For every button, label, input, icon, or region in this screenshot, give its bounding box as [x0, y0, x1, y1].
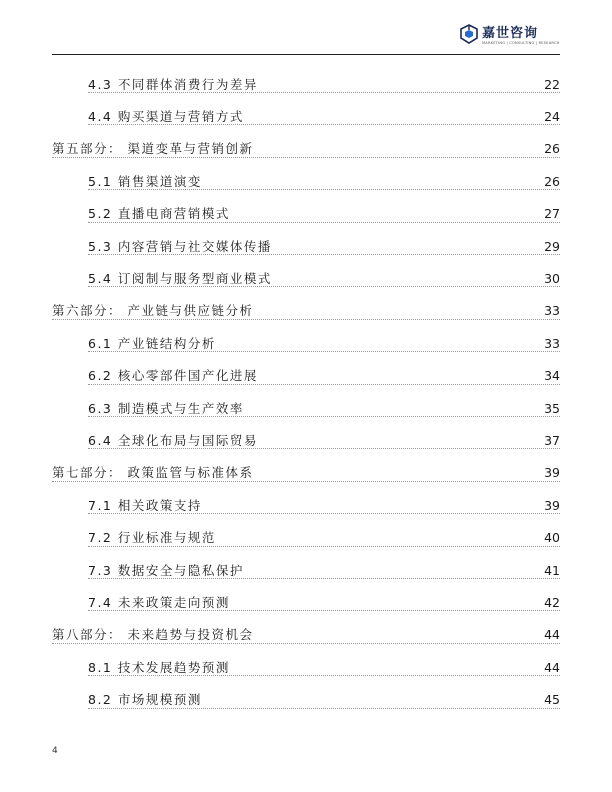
toc-entry-title: 6.1 产业链结构分析: [88, 335, 216, 351]
toc-entry-page: 44: [544, 627, 560, 643]
toc-entry-title: 6.4 全球化布局与国际贸易: [88, 432, 258, 448]
toc-entry[interactable]: [88, 72, 560, 93]
toc-entry-page: 34: [544, 368, 560, 384]
toc-entry-page: 44: [544, 659, 560, 675]
toc-entry-page: 27: [544, 206, 560, 222]
toc-entry[interactable]: [52, 137, 560, 158]
toc-entry-page: 40: [544, 530, 560, 546]
toc-entry[interactable]: [88, 331, 560, 352]
toc-entry-title: 第五部分： 渠道变革与营销创新: [52, 141, 254, 157]
toc-entry-page: 30: [544, 270, 560, 286]
toc-entry[interactable]: [88, 688, 560, 709]
toc-entry-title: 5.1 销售渠道演变: [88, 173, 202, 189]
toc-entry[interactable]: [88, 558, 560, 579]
toc-entry-page: 39: [544, 465, 560, 481]
toc-entry-title: 第六部分： 产业链与供应链分析: [52, 303, 254, 319]
toc-entry-title: 第七部分： 政策监管与标准体系: [52, 465, 254, 481]
toc-entry[interactable]: [88, 202, 560, 223]
toc-entry-page: 39: [544, 497, 560, 513]
toc-entry[interactable]: [88, 526, 560, 547]
toc-entry[interactable]: [88, 396, 560, 417]
toc-entry-page: 41: [544, 562, 560, 578]
toc-entry-title: 7.3 数据安全与隐私保护: [88, 562, 244, 578]
brand-tagline: MARKETING | CONSULTING | RESEARCH: [482, 41, 560, 45]
toc-entry[interactable]: [52, 623, 560, 644]
toc-entry-page: 29: [544, 238, 560, 254]
toc-entry[interactable]: [88, 266, 560, 287]
toc-entry[interactable]: [88, 655, 560, 676]
toc-entry-page: 26: [544, 173, 560, 189]
toc-entry-page: 33: [544, 303, 560, 319]
toc-entry-page: 26: [544, 141, 560, 157]
toc-entry-title: 6.3 制造模式与生产效率: [88, 400, 244, 416]
toc-entry-title: 7.2 行业标准与规范: [88, 530, 216, 546]
page-number: 4: [52, 746, 58, 756]
toc-entry-page: 35: [544, 400, 560, 416]
toc-entry-page: 45: [544, 692, 560, 708]
toc-entry-title: 5.4 订阅制与服务型商业模式: [88, 270, 272, 286]
toc-entry[interactable]: [88, 428, 560, 449]
toc-entry[interactable]: [88, 104, 560, 125]
brand-name: 嘉世咨询: [482, 26, 539, 41]
toc-entry-title: 8.2 市场规模预测: [88, 692, 202, 708]
toc-entry-title: 5.2 直播电商营销模式: [88, 206, 230, 222]
toc-entry-title: 8.1 技术发展趋势预测: [88, 659, 230, 675]
toc-entry[interactable]: [88, 169, 560, 190]
toc-entry-title: 第八部分： 未来趋势与投资机会: [52, 627, 254, 643]
toc-entry-title: 4.4 购买渠道与营销方式: [88, 108, 244, 124]
page-header: [52, 18, 560, 55]
toc-entry-title: 7.1 相关政策支持: [88, 497, 202, 513]
toc-entry[interactable]: [52, 461, 560, 482]
toc-entry[interactable]: [88, 234, 560, 255]
toc-entry[interactable]: [88, 493, 560, 514]
toc-entry-page: 37: [544, 432, 560, 448]
toc-entry-title: 7.4 未来政策走向预测: [88, 594, 230, 610]
cube-logo-icon: [460, 24, 478, 44]
toc-entry[interactable]: [88, 364, 560, 385]
toc-entry[interactable]: [52, 299, 560, 320]
brand-logo: [460, 22, 560, 50]
toc-entry-title: 6.2 核心零部件国产化进展: [88, 368, 258, 384]
toc-entry-page: 42: [544, 594, 560, 610]
toc-entry-page: 22: [544, 76, 560, 92]
toc-entry-page: 24: [544, 108, 560, 124]
toc-entry-title: 4.3 不同群体消费行为差异: [88, 76, 258, 92]
toc-entry-title: 5.3 内容营销与社交媒体传播: [88, 238, 272, 254]
toc-entry-page: 33: [544, 335, 560, 351]
toc-entry[interactable]: [88, 590, 560, 611]
